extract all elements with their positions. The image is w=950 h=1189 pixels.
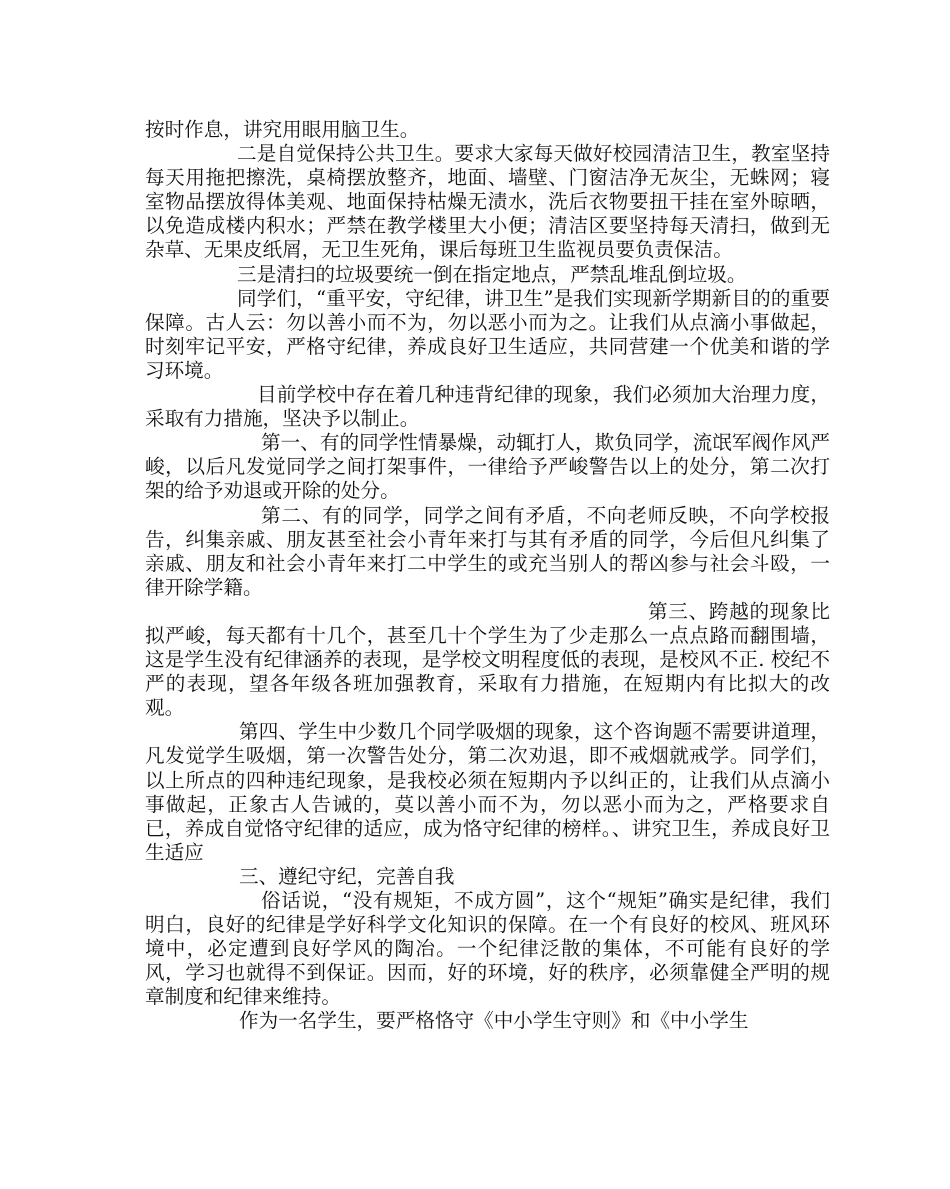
paragraph-public-hygiene: 二是自觉保持公共卫生。要求大家每天做好校园清洁卫生，教室坚持每天用拖把擦洗，桌椅摆放整齐，地面、墙壁、门窗洁净无灰尘，无蛛网；寝室物品摆放得体美观、地面保持枯燥无渍水，洗后衣物要扭干挂在室外晾晒，以免造成楼内积水；严禁在教学楼里大小便；清洁区要坚持每天清扫，做到无杂草、无果皮纸屑，无卫生死角，课后每班卫生监视员要负责保洁。: [145, 142, 830, 262]
document-body: [145, 118, 830, 1034]
paragraph-students-address: 同学们，“重平安，守纪律，讲卫生”是我们实现新学期新目的的重要保障。古人云：勿以善小而不为，勿以恶小而为之。让我们从点滴小事做起，时刻牢记平安，严格守纪律，养成良好卫生适应，共同营建一个优美和谐的学习环境。: [145, 286, 830, 382]
paragraph-first: 第一、有的同学性情暴燥，动辄打人，欺负同学，流氓军阀作风严峻，以后凡发觉同学之间打架事件，一律给予严峻警告以上的处分，第二次打架的给予劝退或开除的处分。: [145, 431, 830, 503]
section-heading-discipline: 三、遵纪守纪，完善自我: [239, 864, 455, 888]
paragraph-student-rules: 作为一名学生，要严格恪守《中小学生守则》和《中小学生: [239, 1009, 749, 1033]
paragraph-garbage: 三是清扫的垃圾要统一倒在指定地点，严禁乱堆乱倒垃圾。: [237, 262, 747, 286]
paragraph-discipline-issues: 目前学校中存在着几种违背纪律的现象，我们必须加大治理力度，采取有力措施，坚决予以制止。: [145, 383, 830, 431]
paragraph-third: 第三、跨越的现象比拟严峻，每天都有十几个，甚至几十个学生为了少走那么一点点路而翻围墙，这是学生没有纪律涵养的表现，是学校文明程度低的表现，是校风不正. 校纪不严的表现，望各年级各班加强教育，采取有力措施，在短期内有比拟大的改观。: [145, 599, 830, 720]
paragraph-continuation: 按时作息，讲究用眼用脑卫生。: [145, 118, 420, 141]
paragraph-fourth: 第四、学生中少数几个同学吸烟的现象，这个咨询题不需要讲道理，凡发觉学生吸烟，第一次警告处分，第二次劝退，即不戒烟就戒学。同学们，以上所点的四种违纪现象，是我校必须在短期内予以纠正的，让我们从点滴小事做起，正象古人告诫的，莫以善小而不为，勿以恶小而为之，严格要求自已，养成自觉恪守纪律的适应，成为恪守纪律的榜样。、讲究卫生，养成良好卫生适应: [145, 720, 830, 864]
paragraph-proverb: 俗话说，“没有规矩，不成方圆”，这个“规矩”确实是纪律，我们明白，良好的纪律是学好科学文化知识的保障。在一个有良好的校风、班风环境中，必定遭到良好学风的陶冶。一个纪律泛散的集体，不可能有良好的学风，学习也就得不到保证。因而，好的环境，好的秩序，必须靠健全严明的规章制度和纪律来维持。: [145, 889, 830, 1009]
paragraph-second: 第二、有的同学，同学之间有矛盾，不向老师反映，不向学校报告，纠集亲戚、朋友甚至社会小青年来打与其有矛盾的同学，今后但凡纠集了亲戚、朋友和社会小青年来打二中学生的或充当别人的帮凶参与社会斗殴，一律开除学籍。: [145, 503, 830, 599]
